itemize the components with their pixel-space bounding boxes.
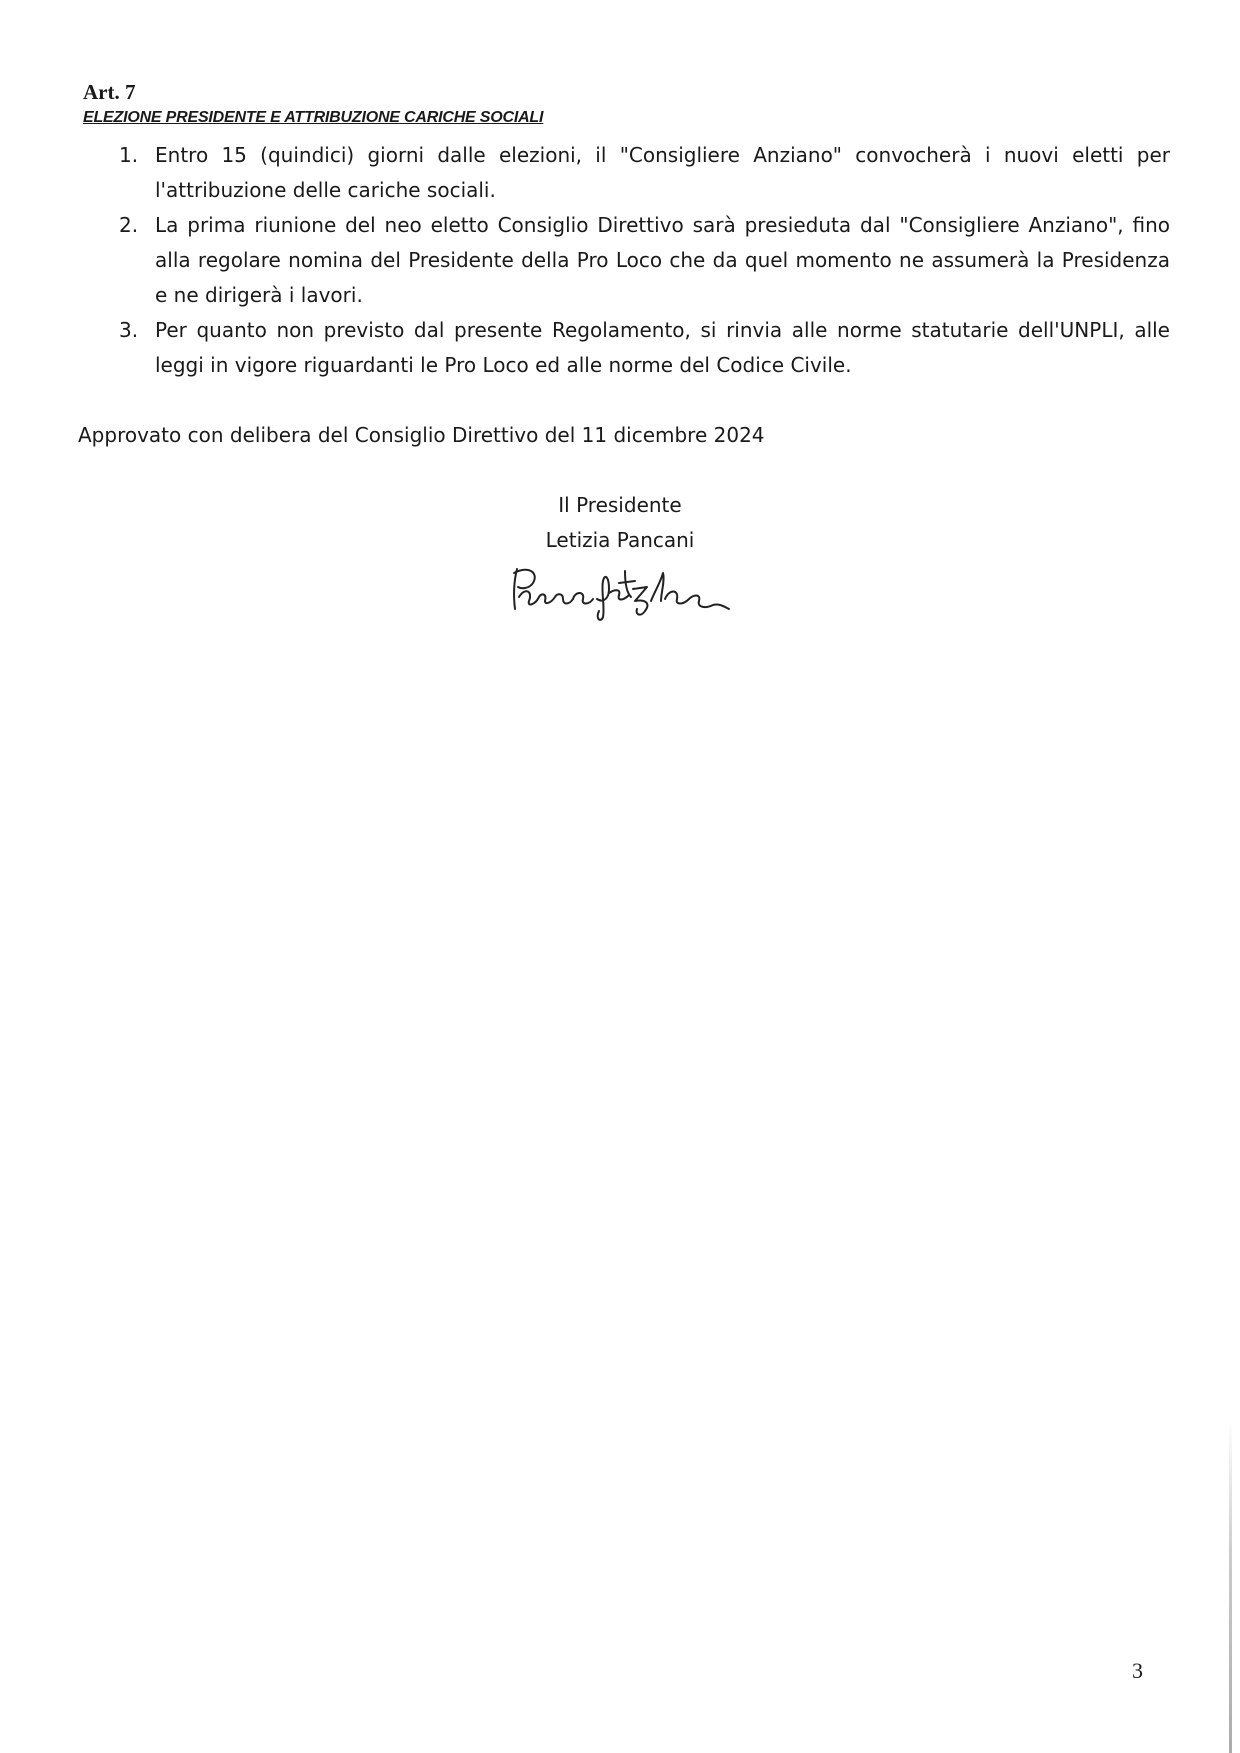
page-number: 3: [1132, 1658, 1143, 1683]
signatory-name: Letizia Pancani: [545, 528, 695, 552]
scan-edge-shadow: [1229, 1420, 1232, 1753]
approval-statement: Approvato con delibera del Consiglio Direttivo del 11 dicembre 2024: [78, 423, 765, 447]
list-item: [110, 313, 1170, 383]
handwritten-signature: [505, 563, 735, 623]
list-item-text: La prima riunione del neo eletto Consiglio Direttivo sarà presieduta dal "Consigliere Anziano", fino alla regolare nomina del Presidente della Pro Loco che da quel momento ne assumerà la Presidenza e ne dirigerà i lavori.: [155, 213, 1170, 307]
signatory-role: Il Presidente: [558, 493, 682, 517]
article-number: Art. 7: [83, 80, 136, 104]
list-item: [110, 208, 1170, 313]
list-item-text: Per quanto non previsto dal presente Regolamento, si rinvia alle norme statutarie dell'UNPLI, alle leggi in vigore riguardanti le Pro Loco ed alle norme del Codice Civile.: [155, 318, 1170, 377]
list-item-number: 3.: [119, 318, 139, 342]
list-item: [110, 138, 1170, 208]
list-item-number: 2.: [119, 213, 139, 237]
article-title: ELEZIONE PRESIDENTE E ATTRIBUZIONE CARICHE SOCIALI: [83, 109, 544, 126]
article-clauses: [110, 138, 1170, 383]
list-item-text: Entro 15 (quindici) giorni dalle elezioni, il "Consigliere Anziano" convocherà i nuovi eletti per l'attribuzione delle cariche sociali.: [155, 143, 1170, 202]
list-item-number: 1.: [119, 143, 139, 167]
signature-block: [520, 488, 720, 558]
